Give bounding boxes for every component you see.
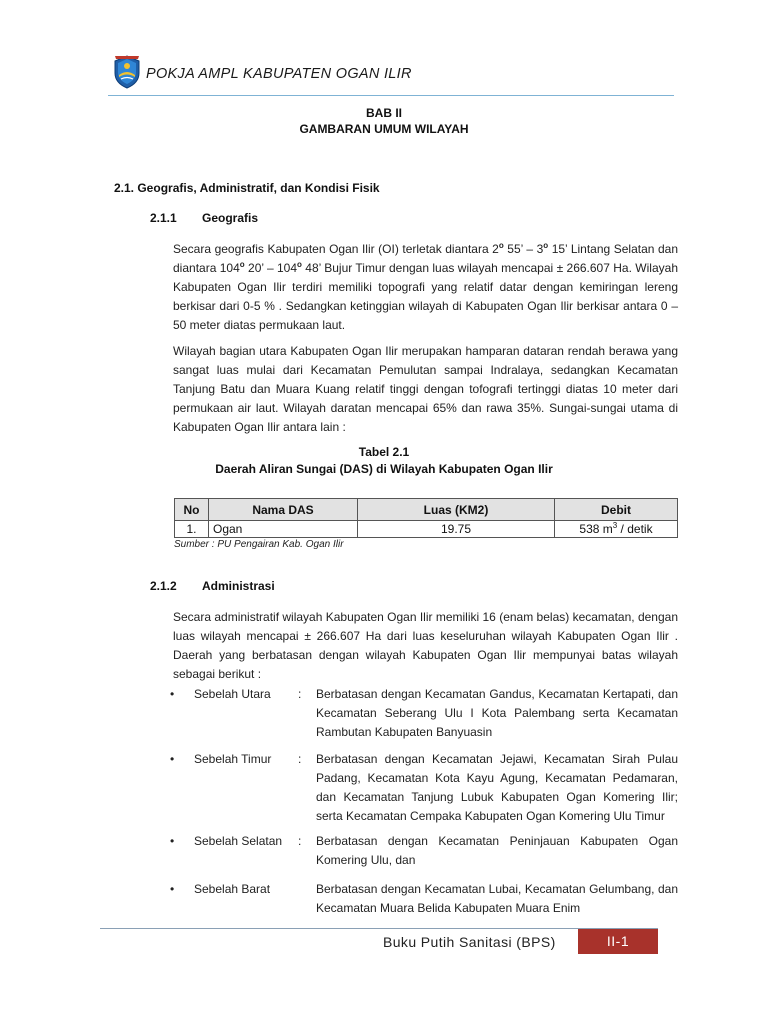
table-row — [175, 521, 678, 538]
bullet: • — [170, 752, 175, 766]
column-header-name: Nama DAS — [209, 499, 358, 521]
chapter-number: BAB II — [366, 106, 402, 120]
degree-sign: o — [297, 260, 302, 269]
border-description: Berbatasan dengan Kecamatan Peninjauan Kabupaten Ogan Komering Ulu, dan — [316, 834, 678, 867]
column-header-debit: Debit — [555, 499, 678, 521]
section-2-1-2-heading — [150, 579, 275, 593]
degree-sign: o — [239, 260, 245, 269]
geography-paragraph-1 — [173, 240, 678, 335]
border-description: Berbatasan dengan Kecamatan Gandus, Kecamatan Kertapati, dan Kecamatan Seberang Ulu I Kota Palembang serta Kecamatan Rambutan Kabupaten Banyuasin — [316, 687, 678, 739]
page-number: II-1 — [578, 929, 658, 954]
cell-debit — [555, 521, 678, 538]
bullet: • — [170, 882, 175, 896]
border-description: Berbatasan dengan Kecamatan Lubai, Kecamatan Gelumbang, dan Kecamatan Muara Belida Kabupaten Muara Enim — [316, 882, 678, 915]
separator: : — [298, 834, 302, 848]
page-header — [108, 55, 674, 96]
table-header-row — [175, 499, 678, 521]
separator: : — [298, 687, 302, 701]
table-label: Tabel 2.1 — [358, 445, 410, 459]
das-table — [174, 498, 678, 538]
regency-emblem-icon — [113, 55, 141, 89]
text-run: 15’ Lintang Selatan dan diantara 104 — [173, 242, 678, 275]
degree-sign: o — [498, 241, 504, 250]
table-title: Daerah Aliran Sungai (DAS) di Wilayah Kabupaten Ogan Ilir — [215, 462, 553, 476]
chapter-title: GAMBARAN UMUM WILAYAH — [299, 122, 469, 136]
section-title: Geografis — [202, 211, 259, 225]
section-2-1-heading: 2.1. Geografis, Administratif, dan Kondisi Fisik — [114, 181, 380, 195]
text-run: 20’ – 104 — [244, 261, 298, 275]
separator: : — [298, 752, 302, 766]
section-title: Administrasi — [202, 579, 275, 593]
column-header-area: Luas (KM2) — [358, 499, 555, 521]
section-number: 2.1.2 — [150, 579, 177, 593]
bullet: • — [170, 687, 175, 701]
section-2-1-1-heading — [150, 211, 258, 225]
cell-no: 1. — [175, 521, 209, 538]
border-direction: Sebelah Barat — [194, 882, 271, 896]
text-run: 48’ Bujur Timur dengan luas wilayah mencapai ± 266.607 Ha. Wilayah Kabupaten Ogan Ilir terdiri memiliki topografi yang relatif datar dengan kemiringan lereng berkisar dari 0-5 % . Sedangkan ketinggian wilayah di Kabupaten Ogan Ilir berkisar antara 0 – 50 meter diatas permukaan laut. — [173, 261, 678, 332]
column-header-no: No — [175, 499, 209, 521]
footer-title: Buku Putih Sanitasi (BPS) — [383, 934, 556, 950]
debit-unit: / detik — [617, 522, 653, 536]
border-direction: Sebelah Utara — [194, 687, 271, 701]
header-title: POKJA AMPL KABUPATEN OGAN ILIR — [146, 66, 412, 82]
border-description: Berbatasan dengan Kecamatan Jejawi, Kecamatan Sirah Pulau Padang, Kecamatan Kota Kayu Agung, Kecamatan Pedamaran, dan Kecamatan Tanjung Lubuk Kabupaten Ogan Komering Ilir; serta Kecamatan Cempaka Kabupaten Ogan Komering Ulu Timur — [316, 752, 678, 823]
cell-area: 19.75 — [358, 521, 555, 538]
text-run: 55’ – 3 — [503, 242, 544, 256]
debit-value: 538 m — [579, 522, 613, 536]
debit-exponent: 3 — [612, 521, 618, 530]
border-direction: Sebelah Selatan — [194, 834, 283, 848]
table-source: Sumber : PU Pengairan Kab. Ogan Ilir — [174, 539, 344, 550]
administration-paragraph: Secara administratif wilayah Kabupaten Ogan Ilir memiliki 16 (enam belas) kecamatan, dengan luas wilayah mencapai ± 266.607 Ha dari luas keseluruhan wilayah Kabupaten Ogan Ilir . Daerah yang berbatasan dengan wilayah Kabupaten Ogan Ilir mempunyai batas wilayah sebagai berikut : — [173, 610, 678, 681]
geography-paragraph-2: Wilayah bagian utara Kabupaten Ogan Ilir merupakan hamparan dataran rendah berawa yang sangat luas mulai dari Kecamatan Pemulutan sampai Indralaya, sedangkan Kecamatan Tanjung Batu dan Muara Kuang relatif tinggi dengan tofografi tertinggi diatas 10 meter dari permukaan air laut. Wilayah daratan mencapai 65% dan rawa 35%. Sungai-sungai utama di Kabupaten Ogan Ilir antara lain : — [173, 344, 678, 434]
cell-name: Ogan — [209, 521, 358, 538]
degree-sign: o — [543, 241, 549, 250]
section-number: 2.1.1 — [150, 211, 177, 225]
page-footer — [100, 928, 658, 954]
text-run: Secara geografis Kabupaten Ogan Ilir (OI) terletak diantara 2 — [173, 242, 499, 256]
border-direction: Sebelah Timur — [194, 752, 272, 766]
bullet: • — [170, 834, 175, 848]
